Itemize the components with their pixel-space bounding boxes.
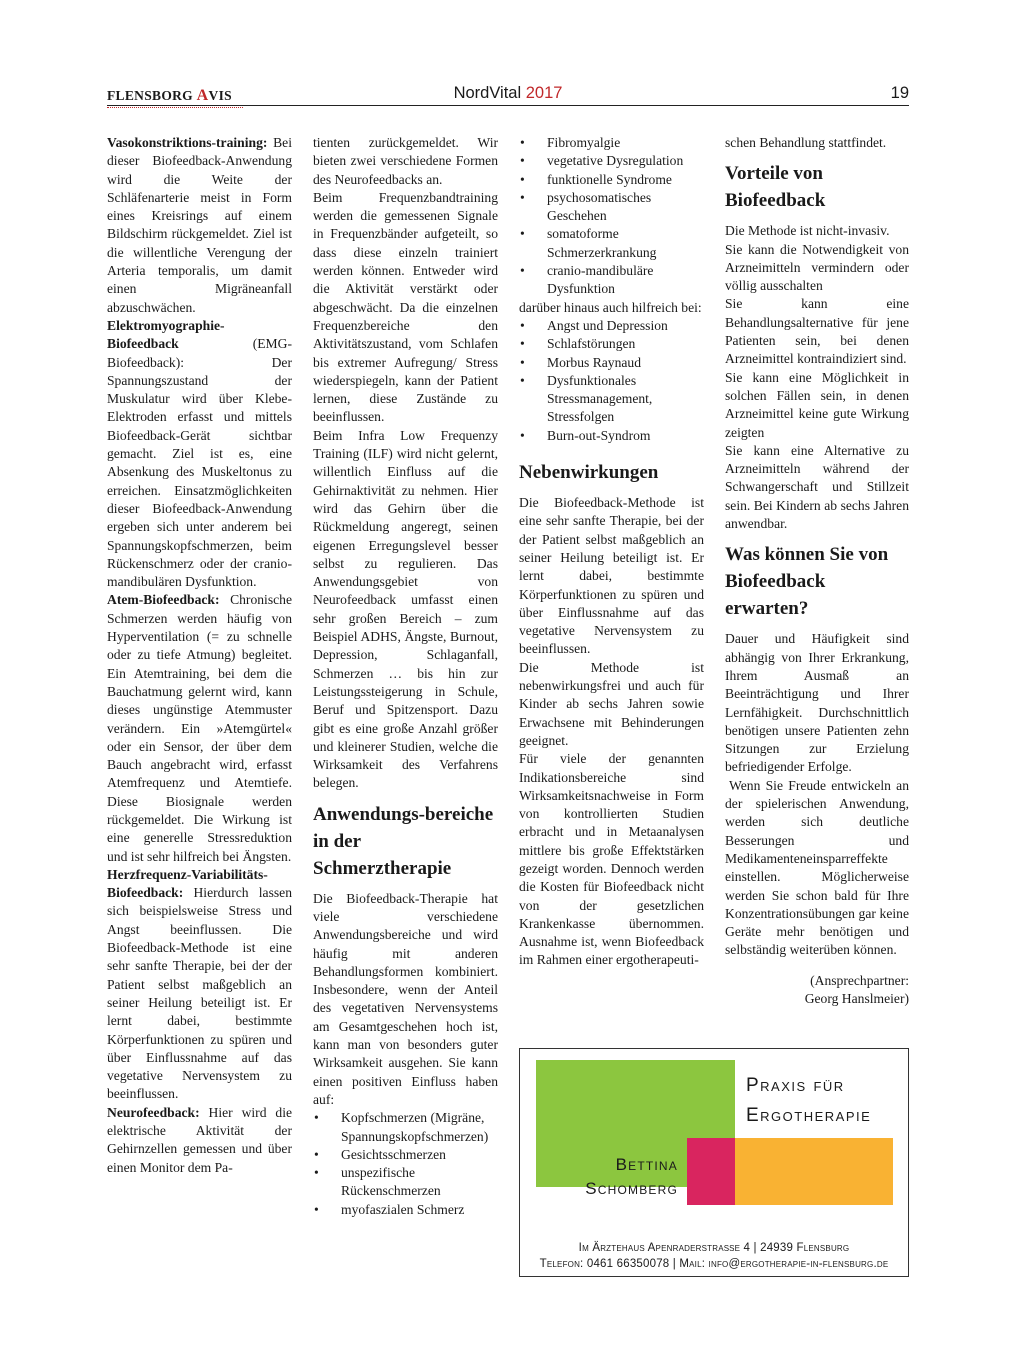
paragraph: Sie kann eine Möglichkeit in solchen Fällen sein, in denen Arzneimittel keine gute Wirkung zeigten <box>725 369 909 440</box>
column-2 <box>313 134 498 1219</box>
header-accent-rule <box>107 107 243 108</box>
paragraph: Beim Frequenzbandtraining werden die gemessenen Signale in Frequenzbänder aufgeteilt, so dass diese einzeln trainiert werden können. Entweder wird die Aktivität verstärkt oder abgeschwächt. Da die einzelnen Frequenzbereiche den Aktivitätszustand, vom Schlafen bis extremer Aufregung/ Stress wiederspiegeln, kann der Patient lernen, diese Zustände zu beeinflussen. <box>313 189 498 425</box>
paragraph: Herzfrequenz-Variabilitäts-Biofeedback: Hierdurch lassen sich beispielsweise Stress und Angst beeinflussen. Die Biofeedback-Methode ist eine sehr sanfte Therapie, bei der der Patient selbst maßgeblich an seiner Heilung beteiligt ist. Er lernt dabei, bestimmte Körperfunktionen zu spüren und über Einflussnahme auf das vegetative Nervensystem zu beeinflussen. <box>107 866 292 1102</box>
list-item: • psychosomatisches Geschehen <box>519 189 704 226</box>
ad-practitioner-name: Bettina Schomberg <box>585 1155 678 1198</box>
list-item: • Dysfunktionales Stressmanagement, Stressfolgen <box>519 372 704 427</box>
list-item: • vegetative Dysregulation <box>519 152 704 170</box>
list-item: • cranio-mandibuläre Dysfunktion <box>519 262 704 299</box>
paragraph: Neurofeedback: Hier wird die elektrische Aktivität der Gehirnzellen gemessen und über einen Monitor dem Pa- <box>107 1104 292 1175</box>
paragraph: Wenn Sie Freude entwickeln an der spielerischen Anwendung, werden sich deutliche Besserungen und Medikamenteneinsparreffekte einstellen. Möglicherweise werden Sie schon bald für Ihre Konzentrationsübungen gar keine Geräte mehr benötigen und selbständig weiterüben können. <box>725 777 909 958</box>
list-item: • Fibromyalgie <box>519 134 704 152</box>
paragraph: Sie kann eine Alternative zu Arzneimitteln während der Schwangerschaft und Stillzeit sein. Bei Kindern ab sechs Jahren anwendbar. <box>725 442 909 532</box>
paragraph: Für viele der genannten Indikationsbereiche sind Wirksamkeitsnachweise in Form von kontrollierten Studien erbracht und in Metaanalysen mittlere bis große Effektstärken gezeigt worden. Dennoch werden die Kosten für Biofeedback nicht von der gesetzlichen Krankenkasse übernommen. Ausnahme ist, wenn Biofeedback im Rahmen einer ergotherapeuti- <box>519 751 704 968</box>
paragraph: Sie kann eine Behandlungsalternative für jene Patienten sein, bei denen Arzneimittel kontraindiziert sind. <box>725 296 909 367</box>
paragraph: Atem-Biofeedback: Chronische Schmerzen werden häufig von Hyperventilation (= zu schnelle oder zu tiefe Atmung) begleitet. Ein Atemtraining, bei dem die Bauchatmung gelernt wird, kann dieses ungünstige Atemmuster verändern. Ein »Atemgürtel« oder ein Sensor, der über dem Bauch angebracht wird, erfasst Atemfrequenz und Atemtiefe. Diese Biosignale werden rückgemeldet. Die Wirkung ist eine generelle Stressreduktion und ist sehr hilfreich bei Ängsten. <box>107 592 292 864</box>
list-item: • somatoforme Schmerzerkrankung <box>519 225 704 262</box>
paragraph: Die Methode ist nicht-invasiv. <box>725 223 890 239</box>
list-item: • Kopfschmerzen (Migräne, Spannungskopfschmerzen) <box>313 1109 498 1146</box>
paragraph: Beim Infra Low Frequenzy Training (ILF) wird nicht gelernt, willentlich Einfluss auf die Gehirnaktivität zu nehmen. Hier wird das Gehirn über die Rückmeldung angeregt, seinen eigenen Erregungslevel besser selbst zu regulieren. Das Anwendungsgebiet von Neurofeedback umfasst einen sehr großen Bereich – zum Beispiel ADHS, Ängste, Burnout, Depression, Schlaganfall, Schmerzen … bis hin zur Leistungssteigerung in Schule, Beruf und Spitzensport. Dazu gibt es eine große Anzahl größer und kleinerer Studien, welche die Wirksamkeit des Verfahrens belegen. <box>313 427 498 791</box>
contact-person-name: Georg Hanslmeier) <box>804 990 909 1006</box>
list-item: • Angst und Depression <box>519 317 704 335</box>
paragraph: Dauer und Häufigkeit sind abhängig von Ihrer Erkrankung, Ihrem Ausmaß an Beeinträchtigung und Ihrer Lernfähigkeit. Durchschnittlich benötigen unsere Patienten zehn Sitzungen zur Erzielung befriedigender Erfolge. <box>725 631 909 775</box>
ad-address: Im Ärztehaus Apenraderstraße 4 | 24939 Flensburg <box>578 1242 850 1254</box>
paragraph: Vasokonstriktions-training: Bei dieser Biofeedback-Anwendung wird die Weite der Schläfenarterie meist in Form eines Kreisrings auf einem Bildschirm rückgemeldet. Ziel ist die willentliche Verengung der Arteria temporalis, um damit einen Migräneanfall abzuschwächen. <box>107 135 292 315</box>
page-number: 19 <box>890 84 909 102</box>
publication-name: FLENSBORG AVIS <box>107 87 232 104</box>
orange-block <box>735 1138 893 1205</box>
page-header <box>107 84 909 106</box>
paragraph: darüber hinaus auch hilfreich bei: <box>519 299 702 315</box>
paragraph: tienten zurückgemeldet. Wir bieten zwei verschiedene Formen des Neurofeedbacks an. <box>313 135 498 187</box>
section-heading: Vorteile von Biofeedback <box>725 163 826 212</box>
paragraph: Sie kann die Notwendigkeit von Arzneimitteln vermindern oder völlig ausschalten <box>725 241 909 294</box>
column-3 <box>519 134 704 970</box>
column-1 <box>107 134 292 1177</box>
list-item: • Schlafstörungen <box>519 335 704 353</box>
section-heading: Was können Sie von Biofeedback erwarten? <box>725 544 889 620</box>
paragraph: Die Methode ist nebenwirkungsfrei und auch für Kinder ab sechs Jahren sowie Erwachsene mit Behinderungen geeignet. <box>519 659 704 748</box>
paragraph: Die Biofeedback-Methode ist eine sehr sanfte Therapie, bei der der Patient selbst maßgeblich an seiner Heilung beteiligt ist. Er lernt dabei, bestimmte Körperfunktionen zu spüren und über Einflussnahme auf das vegetative Nervensystem zu beeinflussen. <box>519 495 704 657</box>
bullet-list <box>313 1109 498 1219</box>
ad-title: Praxis für Ergotherapie <box>746 1075 872 1126</box>
list-item: • unspezifische Rückenschmerzen <box>313 1164 498 1201</box>
list-item: • myofaszialen Schmerz <box>313 1201 498 1219</box>
list-item: • funktionelle Syndrome <box>519 171 704 189</box>
list-item: • Gesichtsschmerzen <box>313 1146 498 1164</box>
column-4 <box>725 134 909 1008</box>
paragraph: schen Behandlung stattfindet. <box>725 135 887 150</box>
pink-block <box>687 1138 735 1205</box>
bullet-list <box>519 317 704 445</box>
advertisement <box>519 1048 909 1277</box>
magazine-title: NordVital 2017 <box>453 84 563 102</box>
list-item: • Morbus Raynaud <box>519 354 704 372</box>
ad-contact: Telefon: 0461 66350078 | Mail: info@ergotherapie-in-flensburg.de <box>539 1258 889 1270</box>
header-rule <box>107 105 909 106</box>
bullet-list <box>519 134 704 299</box>
section-heading: Anwendungs-bereiche in der Schmerztherapie <box>313 803 494 879</box>
section-heading: Nebenwirkungen <box>519 462 659 484</box>
contact-person: (Ansprechpartner: <box>810 972 909 988</box>
paragraph: Elektromyographie-Biofeedback (EMG-Biofeedback): Der Spannungszustand der Muskulatur wird über Klebe-Elektroden erfasst und mittels Biofeedback-Gerät sichtbar gemacht. Ziel ist es, eine Absenkung des Muskeltonus zu erreichen. Einsatzmöglichkeiten dieser Biofeedback-Anwendung ergeben sich unter anderem bei Spannungskopfschmerzen, beim Rückenschmerz oder der cranio-mandibulären Dysfunktion. <box>107 317 292 590</box>
paragraph: Die Biofeedback-Therapie hat viele verschiedene Anwendungsbereiche und wird häufig mit anderen Behandlungsformen kombiniert. Insbesondere, wenn der Anteil des vegetativen Nervensystems am Gesamtgeschehen hoch ist, kann man von besonders guter Wirksamkeit ausgehen. Sie kann einen positiven Einfluss haben auf: <box>313 890 498 1107</box>
list-item: • Burn-out-Syndrom <box>519 427 704 445</box>
